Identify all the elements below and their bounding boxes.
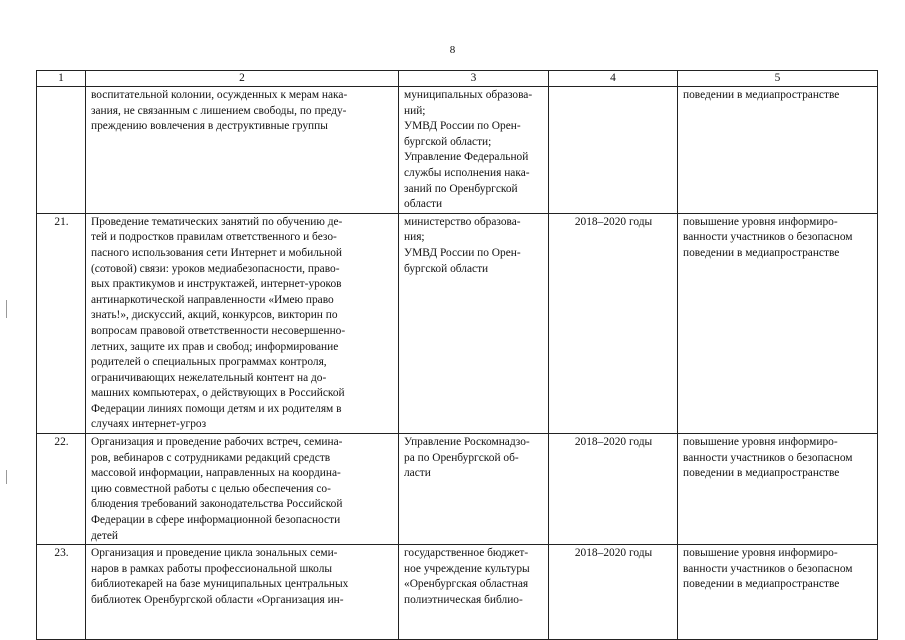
result-cell: повышение уровня информиро- ванности участников о безопасном поведении в медиапространстве [678, 545, 878, 640]
table-row [37, 545, 878, 640]
column-header: 2 [86, 71, 399, 87]
table-row [37, 87, 878, 214]
margin-mark [6, 300, 7, 318]
executors-cell: министерство образова- ния; УМВД России по Орен- бургской области [399, 213, 549, 433]
activity-cell: воспитательной колонии, осужденных к мерам нака- зания, не связанным с лишением свободы, по преду- преждению вовлечения в деструктивные группы [86, 87, 399, 214]
dates-cell: 2018–2020 годы [549, 434, 678, 545]
result-cell: повышение уровня информиро- ванности участников о безопасном поведении в медиапространстве [678, 213, 878, 433]
table-row [37, 213, 878, 433]
dates-cell: 2018–2020 годы [549, 545, 678, 640]
executors-cell: Управление Роскомнадзо- ра по Оренбургской об- ласти [399, 434, 549, 545]
column-header: 4 [549, 71, 678, 87]
dates-cell: 2018–2020 годы [549, 213, 678, 433]
activity-cell: Организация и проведение цикла зональных семи- наров в рамках работы профессиональной школы библиотекарей на базе муниципальных центральных библиотек Оренбургской области «Организация ин- [86, 545, 399, 640]
table-row [37, 434, 878, 545]
executors-cell: государственное бюджет- ное учреждение культуры «Оренбургская областная полиэтническая библио- [399, 545, 549, 640]
plan-table [36, 70, 878, 640]
dates-cell [549, 87, 678, 214]
row-number: 23. [37, 545, 86, 640]
row-number: 21. [37, 213, 86, 433]
executors-cell: муниципальных образова- ний; УМВД России по Орен- бургской области; Управление Федеральной службы исполнения нака- заний по Оренбургской области [399, 87, 549, 214]
result-cell: повышение уровня информиро- ванности участников о безопасном поведении в медиапространстве [678, 434, 878, 545]
page-number: 8 [449, 44, 456, 56]
activity-cell: Организация и проведение рабочих встреч, семина- ров, вебинаров с сотрудниками редакций средств массовой информации, направленных на координа- цию совместной работы с целью обеспечения со- блюдения требований законодательства Российской Федерации в сфере информационной безопасности детей [86, 434, 399, 545]
result-cell: поведении в медиапространстве [678, 87, 878, 214]
column-header: 3 [399, 71, 549, 87]
activity-cell: Проведение тематических занятий по обучению де- тей и подростков правилам ответственного и безо- пасного использования сети Интернет и мобильной (сотовой) связи: уроков медиабезопасности, право- вых практикумов и инструктажей, интернет-уроков антинаркотической направленности «Имею право знать!», дискуссий, акций, конкурсов, викторин по вопросам правовой ответственности несовершенно- летних, защите их прав и свобод; информирование родителей о специальных программах контроля, ограничивающих нежелательный контент на до- машних компьютерах, о действующих в Российской Федерации линиях помощи детям и их родителям в случаях интернет-угроз [86, 213, 399, 433]
row-number [37, 87, 86, 214]
column-header: 5 [678, 71, 878, 87]
margin-mark [6, 470, 7, 484]
table-header-row [37, 71, 878, 87]
row-number: 22. [37, 434, 86, 545]
column-header: 1 [37, 71, 86, 87]
